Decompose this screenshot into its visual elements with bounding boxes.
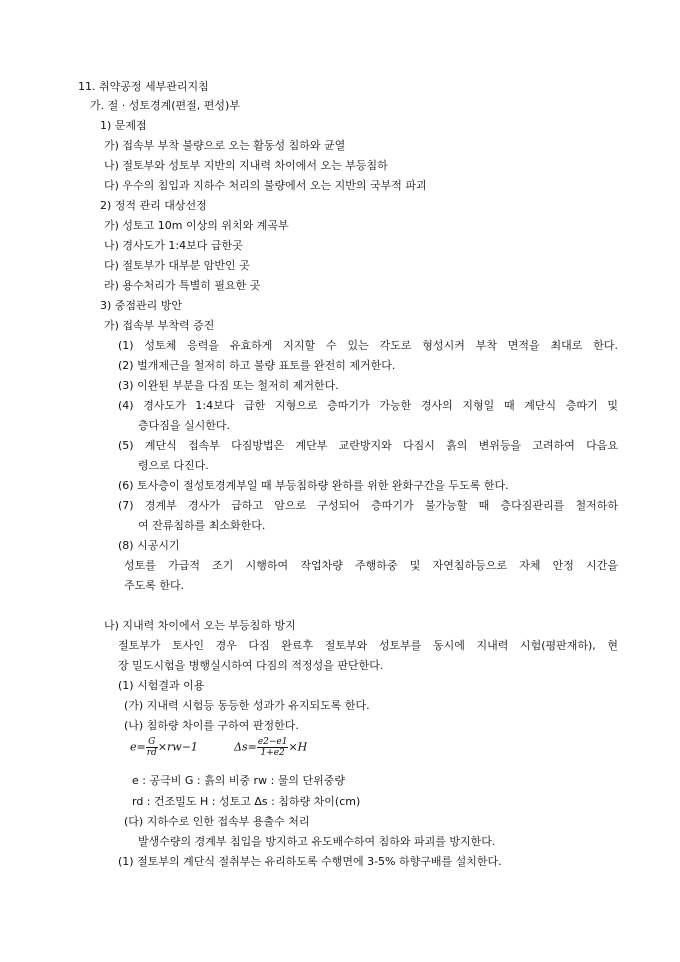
paragraph-line: (나) 침하량 차이를 구하여 판정한다. <box>124 719 299 732</box>
paragraph-line: (2) 벌개제근을 철저히 하고 불량 표토를 완전히 제거한다. <box>118 359 396 372</box>
paragraph-line: 발생수량의 경계부 침입을 방지하고 유도배수하여 침하와 파괴를 방지한다. <box>138 835 496 848</box>
list-item: 나) 지내력 차이에서 오는 부등침하 방지 <box>104 619 296 632</box>
paragraph-line: (8) 시공시기 <box>118 539 180 552</box>
paragraph-line: (1) 절토부의 계단식 절취부는 유리하도록 수행면에 3-5% 하향구배를 설치한다. <box>118 855 502 868</box>
paragraph-line: 절토부가 토사인 경우 다짐 완료후 절토부와 성토부를 동시에 지내력 시험(평판재하), 현 <box>118 639 618 652</box>
paragraph-line: 장 밀도시험을 병행실시하여 다짐의 적정성을 판단한다. <box>118 659 384 672</box>
paragraph-line: (6) 토사층이 절성토경계부일 때 부등침하량 완하를 위한 완화구간을 두도록 한다. <box>118 479 509 492</box>
paragraph-line: (7) 경계부 경사가 급하고 암으로 구성되어 층따기가 불가능할 때 층다짐관리를 철저하하 <box>118 499 618 512</box>
settlement-formula: Δs= $\frac{e2-e1}{1+e2}$ ×H <box>234 737 308 758</box>
paragraph-line: 여 잔류침하를 최소화한다. <box>138 519 266 532</box>
list-item: 나) 경사도가 1:4보다 급한곳 <box>104 239 243 252</box>
void-ratio-formula: e= $\frac{G}{rd}$ ×rw−1 <box>130 737 198 758</box>
list-item: 나) 절토부와 성토부 지반의 지내력 차이에서 오는 부등침하 <box>104 159 388 172</box>
list-item: 다) 절토부가 대부분 암반인 곳 <box>104 259 250 272</box>
paragraph-line: 성토를 가급적 조기 시행하여 작업차량 주행하중 및 자연침하등으로 자체 안정 시간을 <box>124 559 618 572</box>
list-item: 가) 성토고 10m 이상의 위치와 계곡부 <box>104 219 289 232</box>
paragraph-line: 주도록 한다. <box>124 579 185 592</box>
item-heading: 3) 중점관리 방안 <box>100 299 183 312</box>
list-item: 가) 접속부 부착력 증진 <box>104 319 215 332</box>
subsection-heading: 가. 절 · 성토경계(편절, 편성)부 <box>90 99 240 112</box>
paragraph-line: (1) 시험결과 이용 <box>118 679 205 692</box>
paragraph-line: (3) 이완된 부분을 다짐 또는 철저히 제거한다. <box>118 379 339 392</box>
list-item: 다) 우수의 침입과 지하수 처리의 불량에서 오는 지반의 국부적 파괴 <box>104 179 427 192</box>
item-heading: 2) 정적 관리 대상선정 <box>100 199 207 212</box>
paragraph-line: 령으로 다진다. <box>138 459 209 472</box>
item-heading: 1) 문제점 <box>100 119 147 132</box>
symbol-legend: rd : 건조밀도 H : 성토고 Δs : 침하량 차이(cm) <box>132 795 361 808</box>
paragraph-line: (4) 경사도가 1:4보다 급한 지형으로 층따기가 가능한 경사의 지형일 때 계단식 층따기 및 <box>118 399 618 412</box>
list-item: 가) 접속부 부착 불량으로 오는 활동성 침하와 균열 <box>104 139 346 152</box>
paragraph-line: (가) 지내력 시험등 동등한 성과가 유지되도록 한다. <box>124 699 370 712</box>
paragraph-line: (1) 성토체 응력을 유효하게 지지할 수 있는 각도로 형성시켜 부착 면적을 최대로 한다. <box>118 339 618 352</box>
list-item: 라) 용수처리가 특별히 필요한 곳 <box>104 279 261 292</box>
paragraph-line: 층다짐을 실시한다. <box>138 419 231 432</box>
paragraph-line: (5) 계단식 접속부 다짐방법은 계단부 교란방지와 다짐시 흙의 변위등을 고려하여 다음요 <box>118 439 618 452</box>
paragraph-line: (다) 지하수로 인한 접속부 용출수 처리 <box>124 815 310 828</box>
section-heading: 11. 취약공정 세부관리지침 <box>78 80 209 93</box>
symbol-legend: e : 공극비 G : 흙의 비중 rw : 물의 단위중량 <box>132 774 346 787</box>
